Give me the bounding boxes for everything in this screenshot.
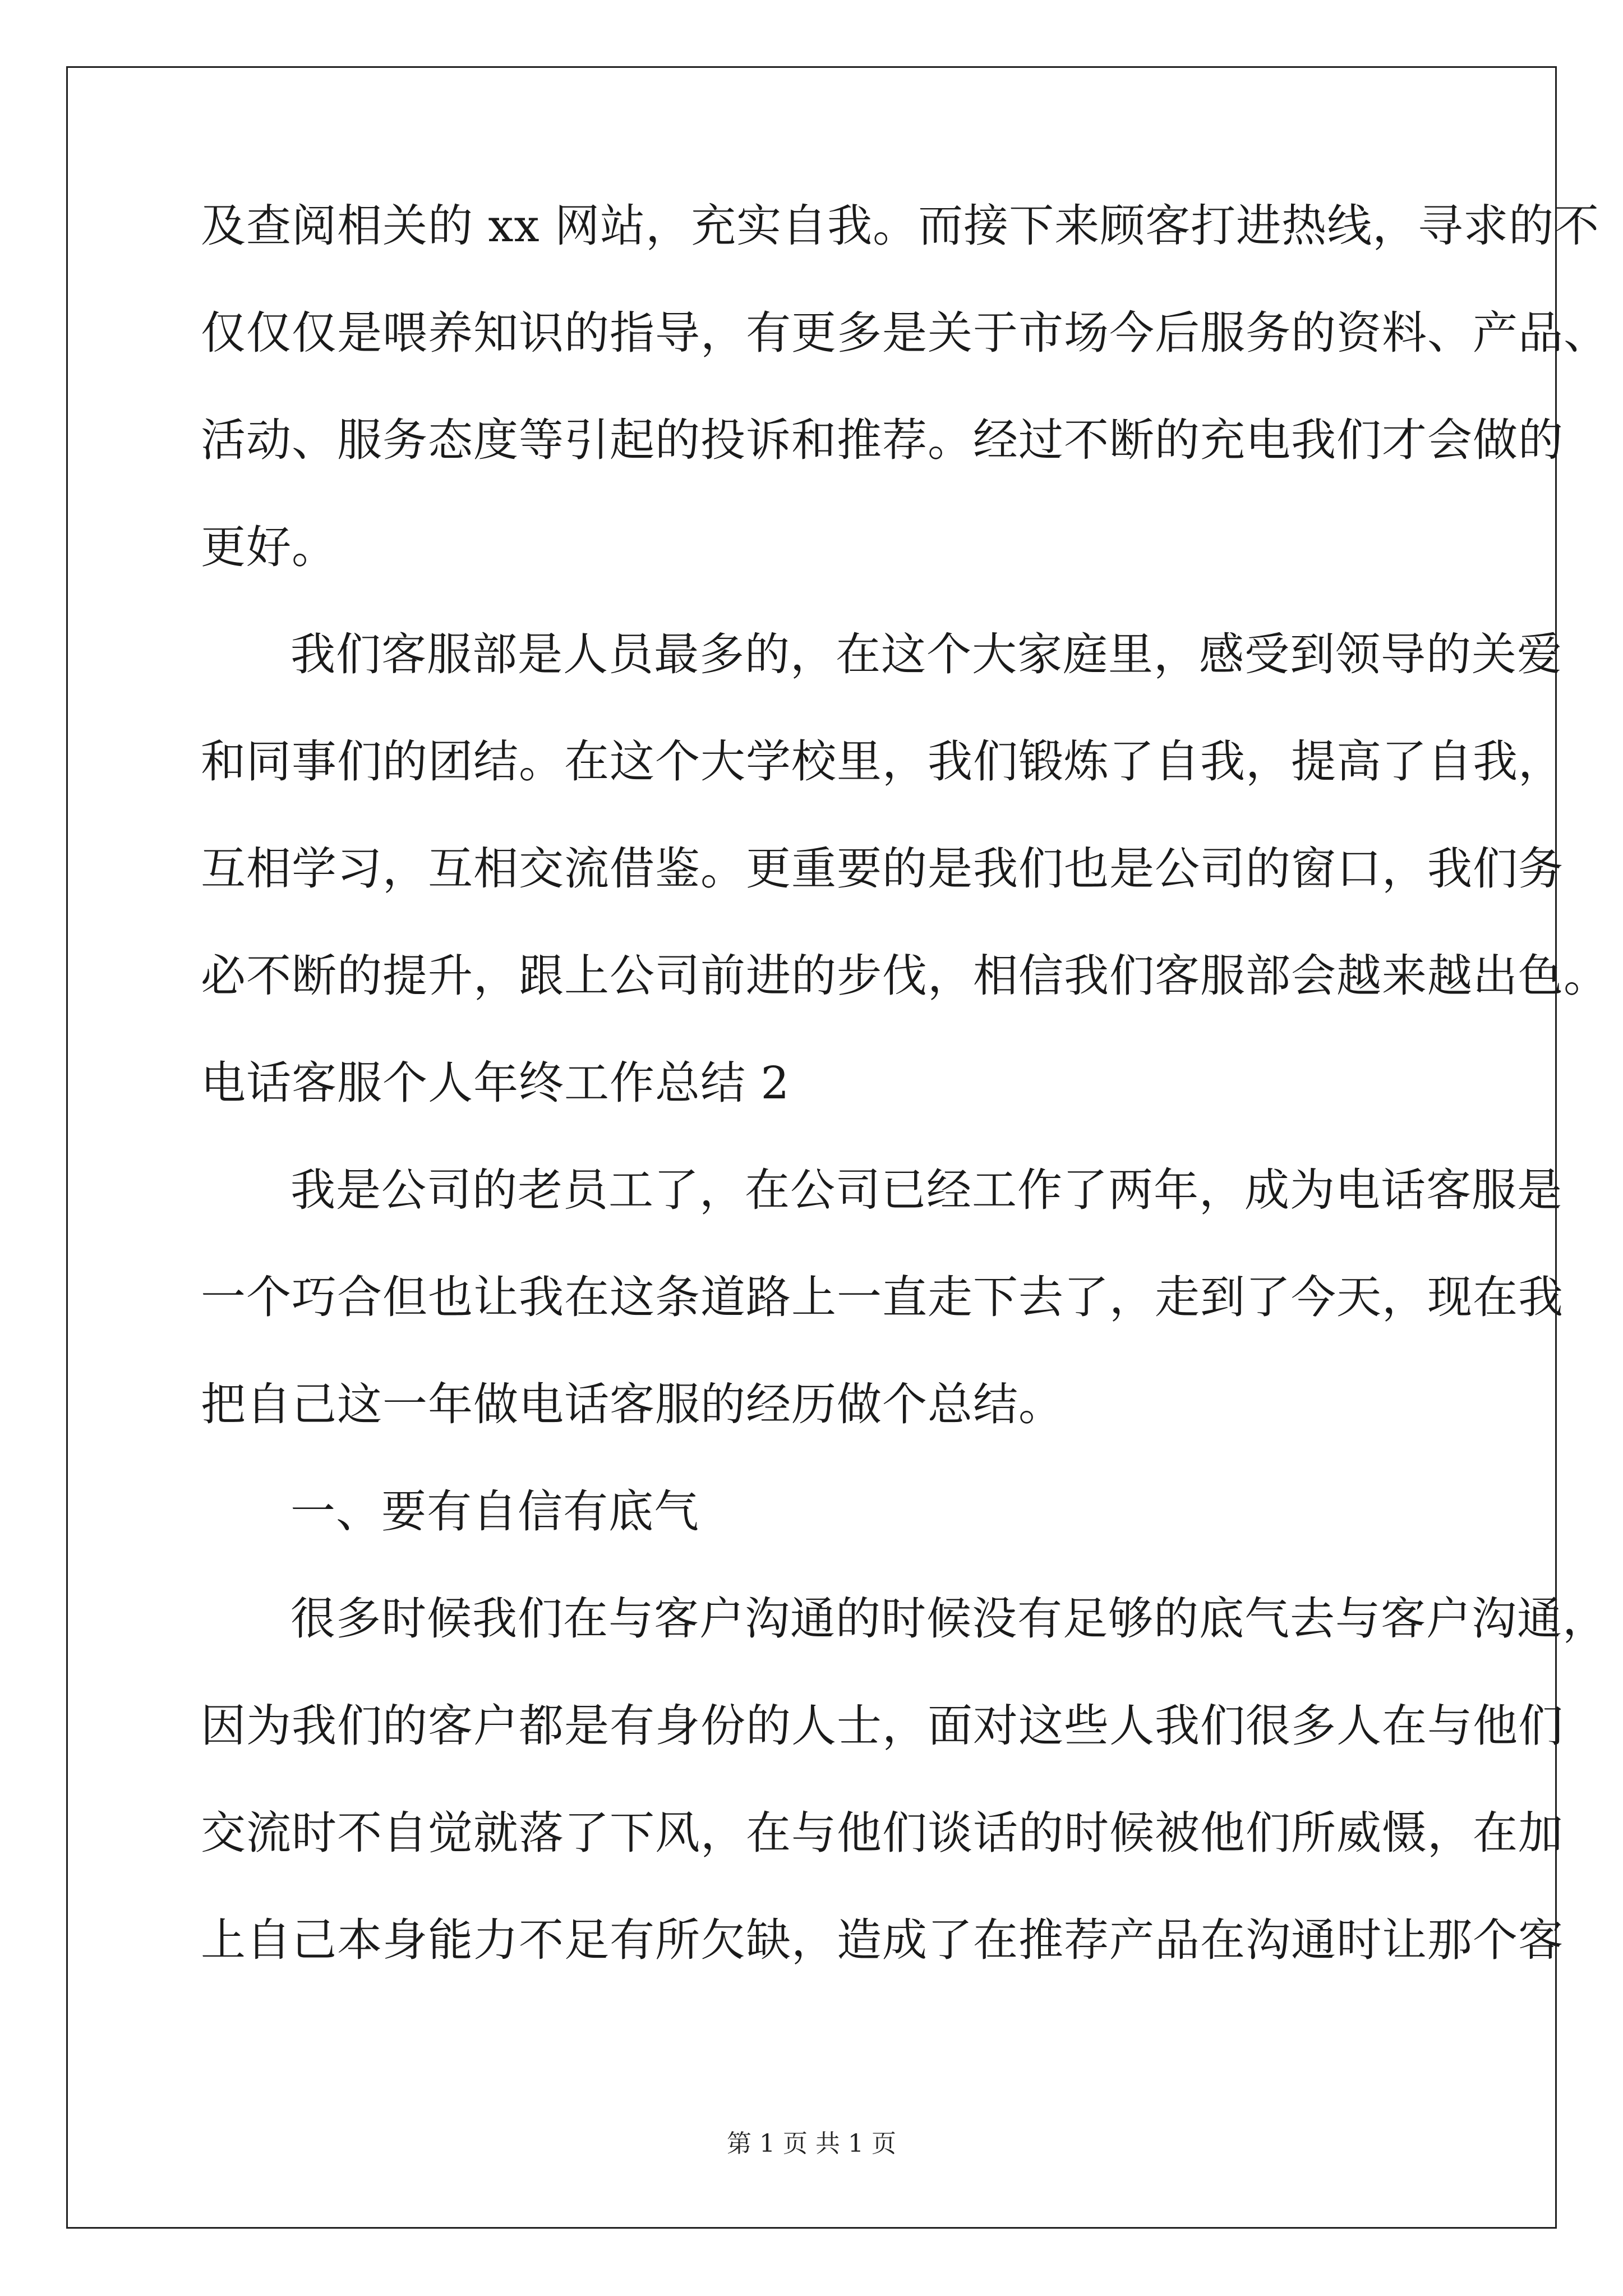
text-line-14: 很多时候我们在与客户沟通的时候没有足够的底气去与客户沟通， [291, 1593, 1608, 1645]
text-line-10: 我是公司的老员工了，在公司已经工作了两年，成为电话客服是 [291, 1164, 1562, 1216]
text-line-2: 仅仅仅是喂养知识的指导，有更多是关于市场今后服务的资料、产品、 [201, 307, 1609, 359]
text-line-12: 把自己这一年做电话客服的经历做个总结。 [201, 1378, 1064, 1430]
document-body [201, 199, 1609, 2021]
text-line-3: 活动、服务态度等引起的投诉和推荐。经过不断的充电我们才会做的 [201, 414, 1564, 466]
text-line-4: 更好。 [201, 521, 337, 573]
text-line-16: 交流时不自觉就落了下风，在与他们谈话的时候被他们所威慑，在加 [201, 1807, 1564, 1859]
text-line-8: 必不断的提升，跟上公司前进的步伐，相信我们客服部会越来越出色。 [201, 950, 1609, 1002]
text-line-15: 因为我们的客户都是有身份的人士，面对这些人我们很多人在与他们 [201, 1700, 1564, 1752]
section-heading: 电话客服个人年终工作总结 2 [201, 1057, 790, 1109]
text-line-17: 上自己本身能力不足有所欠缺，造成了在推荐产品在沟通时让那个客 [201, 1914, 1564, 1966]
text-line-6: 和同事们的团结。在这个大学校里，我们锻炼了自我，提高了自我， [201, 735, 1564, 788]
text-line-5: 我们客服部是人员最多的，在这个大家庭里，感受到领导的关爱 [291, 628, 1562, 680]
text-line-7: 互相学习，互相交流借鉴。更重要的是我们也是公司的窗口，我们务 [201, 843, 1564, 895]
text-line-11: 一个巧合但也让我在这条道路上一直走下去了，走到了今天，现在我 [201, 1271, 1564, 1323]
subsection-heading: 一、要有自信有底气 [291, 1485, 699, 1538]
page-footer: 第 1 页 共 1 页 [727, 2129, 896, 2158]
text-line-1: 及查阅相关的 xx 网站，充实自我。而接下来顾客打进热线，寻求的不 [201, 200, 1600, 252]
